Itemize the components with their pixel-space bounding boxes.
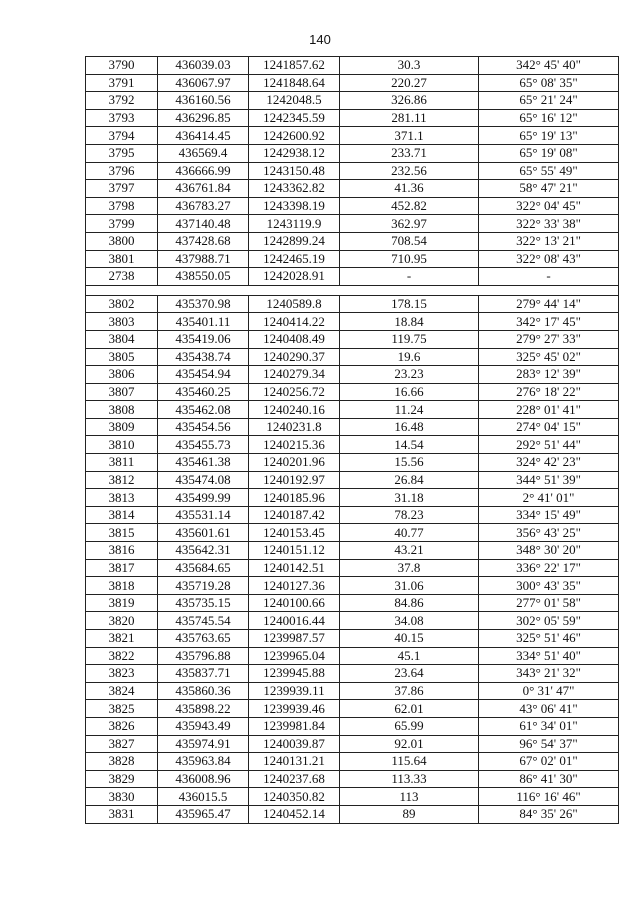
distance-cell: 15.56 <box>340 454 479 472</box>
table-row <box>86 682 619 700</box>
x-coordinate-cell: 435684.65 <box>158 559 249 577</box>
y-coordinate-cell: 1240185.96 <box>249 489 340 507</box>
bearing-cell: 65° 16' 12" <box>479 109 619 127</box>
bearing-cell: 43° 06' 41" <box>479 700 619 718</box>
bearing-cell: 84° 35' 26" <box>479 805 619 823</box>
table-row <box>86 215 619 233</box>
y-coordinate-cell: 1242899.24 <box>249 232 340 250</box>
table-row <box>86 330 619 348</box>
x-coordinate-cell: 435719.28 <box>158 577 249 595</box>
table-row <box>86 92 619 110</box>
x-coordinate-cell: 435461.38 <box>158 454 249 472</box>
x-coordinate-cell: 435601.61 <box>158 524 249 542</box>
bearing-cell: 325° 51' 46" <box>479 630 619 648</box>
table-row <box>86 559 619 577</box>
bearing-cell: 65° 08' 35" <box>479 74 619 92</box>
y-coordinate-cell: 1243150.48 <box>249 162 340 180</box>
bearing-cell: 322° 13' 21" <box>479 232 619 250</box>
bearing-cell: 322° 08' 43" <box>479 250 619 268</box>
distance-cell: 115.64 <box>340 753 479 771</box>
bearing-cell: 86° 41' 30" <box>479 770 619 788</box>
y-coordinate-cell: 1240231.8 <box>249 418 340 436</box>
y-coordinate-cell: 1243119.9 <box>249 215 340 233</box>
point-number-cell: 3817 <box>86 559 158 577</box>
distance-cell: 62.01 <box>340 700 479 718</box>
point-number-cell: 3808 <box>86 401 158 419</box>
coordinates-table <box>85 56 619 824</box>
x-coordinate-cell: 435735.15 <box>158 594 249 612</box>
bearing-cell: 0° 31' 47" <box>479 682 619 700</box>
point-number-cell: 3826 <box>86 717 158 735</box>
distance-cell: 362.97 <box>340 215 479 233</box>
y-coordinate-cell: 1240131.21 <box>249 753 340 771</box>
bearing-cell: 302° 05' 59" <box>479 612 619 630</box>
bearing-cell: 322° 04' 45" <box>479 197 619 215</box>
x-coordinate-cell: 435499.99 <box>158 489 249 507</box>
point-number-cell: 3798 <box>86 197 158 215</box>
y-coordinate-cell: 1240201.96 <box>249 454 340 472</box>
distance-cell: 41.36 <box>340 180 479 198</box>
point-number-cell: 3800 <box>86 232 158 250</box>
distance-cell: 37.8 <box>340 559 479 577</box>
table-row <box>86 401 619 419</box>
point-number-cell: 3797 <box>86 180 158 198</box>
y-coordinate-cell: 1240215.36 <box>249 436 340 454</box>
table-row <box>86 366 619 384</box>
y-coordinate-cell: 1242600.92 <box>249 127 340 145</box>
distance-cell: 78.23 <box>340 506 479 524</box>
bearing-cell: 336° 22' 17" <box>479 559 619 577</box>
y-coordinate-cell: 1240279.34 <box>249 366 340 384</box>
y-coordinate-cell: 1242028.91 <box>249 268 340 286</box>
x-coordinate-cell: 435401.11 <box>158 313 249 331</box>
x-coordinate-cell: 435460.25 <box>158 383 249 401</box>
table-row <box>86 418 619 436</box>
y-coordinate-cell: 1239945.88 <box>249 665 340 683</box>
table-row <box>86 524 619 542</box>
point-number-cell: 3812 <box>86 471 158 489</box>
x-coordinate-cell: 435438.74 <box>158 348 249 366</box>
y-coordinate-cell: 1240240.16 <box>249 401 340 419</box>
bearing-cell: - <box>479 268 619 286</box>
y-coordinate-cell: 1240408.49 <box>249 330 340 348</box>
table-row <box>86 348 619 366</box>
distance-cell: 92.01 <box>340 735 479 753</box>
x-coordinate-cell: 435370.98 <box>158 295 249 313</box>
table-row <box>86 594 619 612</box>
y-coordinate-cell: 1240100.66 <box>249 594 340 612</box>
x-coordinate-cell: 436015.5 <box>158 788 249 806</box>
table-row <box>86 162 619 180</box>
point-number-cell: 3816 <box>86 542 158 560</box>
bearing-cell: 322° 33' 38" <box>479 215 619 233</box>
table-row <box>86 700 619 718</box>
bearing-cell: 348° 30' 20" <box>479 542 619 560</box>
y-coordinate-cell: 1240237.68 <box>249 770 340 788</box>
bearing-cell: 343° 21' 32" <box>479 665 619 683</box>
y-coordinate-cell: 1239939.11 <box>249 682 340 700</box>
bearing-cell: 356° 43' 25" <box>479 524 619 542</box>
distance-cell: 371.1 <box>340 127 479 145</box>
y-coordinate-cell: 1242465.19 <box>249 250 340 268</box>
point-number-cell: 3809 <box>86 418 158 436</box>
point-number-cell: 3805 <box>86 348 158 366</box>
point-number-cell: 3821 <box>86 630 158 648</box>
point-number-cell: 3822 <box>86 647 158 665</box>
x-coordinate-cell: 436569.4 <box>158 144 249 162</box>
bearing-cell: 279° 27' 33" <box>479 330 619 348</box>
y-coordinate-cell: 1240589.8 <box>249 295 340 313</box>
bearing-cell: 2° 41' 01" <box>479 489 619 507</box>
point-number-cell: 3790 <box>86 57 158 75</box>
table-row <box>86 489 619 507</box>
y-coordinate-cell: 1240290.37 <box>249 348 340 366</box>
x-coordinate-cell: 435763.65 <box>158 630 249 648</box>
table-row <box>86 805 619 823</box>
bearing-cell: 325° 45' 02" <box>479 348 619 366</box>
y-coordinate-cell: 1242938.12 <box>249 144 340 162</box>
table-row <box>86 295 619 313</box>
bearing-cell: 65° 21' 24" <box>479 92 619 110</box>
distance-cell: 31.06 <box>340 577 479 595</box>
bearing-cell: 65° 19' 08" <box>479 144 619 162</box>
bearing-cell: 344° 51' 39" <box>479 471 619 489</box>
distance-cell: 89 <box>340 805 479 823</box>
bearing-cell: 334° 51' 40" <box>479 647 619 665</box>
distance-cell: 710.95 <box>340 250 479 268</box>
bearing-cell: 342° 45' 40" <box>479 57 619 75</box>
y-coordinate-cell: 1239981.84 <box>249 717 340 735</box>
point-number-cell: 3804 <box>86 330 158 348</box>
x-coordinate-cell: 436067.97 <box>158 74 249 92</box>
x-coordinate-cell: 436160.56 <box>158 92 249 110</box>
x-coordinate-cell: 435474.08 <box>158 471 249 489</box>
group-separator-cell <box>86 285 619 295</box>
bearing-cell: 96° 54' 37" <box>479 735 619 753</box>
table-row <box>86 383 619 401</box>
table-row <box>86 313 619 331</box>
distance-cell: 233.71 <box>340 144 479 162</box>
distance-cell: 119.75 <box>340 330 479 348</box>
table-row <box>86 180 619 198</box>
y-coordinate-cell: 1239965.04 <box>249 647 340 665</box>
distance-cell: 220.27 <box>340 74 479 92</box>
table-row <box>86 74 619 92</box>
bearing-cell: 274° 04' 15" <box>479 418 619 436</box>
table-row <box>86 647 619 665</box>
table-row <box>86 612 619 630</box>
y-coordinate-cell: 1239987.57 <box>249 630 340 648</box>
y-coordinate-cell: 1240350.82 <box>249 788 340 806</box>
point-number-cell: 3811 <box>86 454 158 472</box>
point-number-cell: 3824 <box>86 682 158 700</box>
point-number-cell: 3831 <box>86 805 158 823</box>
page-number: 140 <box>309 32 331 47</box>
point-number-cell: 3810 <box>86 436 158 454</box>
coordinates-table-body <box>86 57 619 824</box>
distance-cell: 34.08 <box>340 612 479 630</box>
bearing-cell: 61° 34' 01" <box>479 717 619 735</box>
point-number-cell: 3829 <box>86 770 158 788</box>
x-coordinate-cell: 437988.71 <box>158 250 249 268</box>
point-number-cell: 3830 <box>86 788 158 806</box>
y-coordinate-cell: 1240142.51 <box>249 559 340 577</box>
point-number-cell: 3795 <box>86 144 158 162</box>
table-row <box>86 436 619 454</box>
x-coordinate-cell: 436414.45 <box>158 127 249 145</box>
table-row <box>86 127 619 145</box>
x-coordinate-cell: 435974.91 <box>158 735 249 753</box>
point-number-cell: 3806 <box>86 366 158 384</box>
y-coordinate-cell: 1240127.36 <box>249 577 340 595</box>
group-separator-row <box>86 285 619 295</box>
point-number-cell: 3801 <box>86 250 158 268</box>
table-row <box>86 665 619 683</box>
table-row <box>86 506 619 524</box>
point-number-cell: 2738 <box>86 268 158 286</box>
y-coordinate-cell: 1240192.97 <box>249 471 340 489</box>
x-coordinate-cell: 436008.96 <box>158 770 249 788</box>
y-coordinate-cell: 1243398.19 <box>249 197 340 215</box>
distance-cell: 326.86 <box>340 92 479 110</box>
y-coordinate-cell: 1240256.72 <box>249 383 340 401</box>
bearing-cell: 283° 12' 39" <box>479 366 619 384</box>
point-number-cell: 3819 <box>86 594 158 612</box>
table-row <box>86 232 619 250</box>
x-coordinate-cell: 436783.27 <box>158 197 249 215</box>
x-coordinate-cell: 435837.71 <box>158 665 249 683</box>
bearing-cell: 276° 18' 22" <box>479 383 619 401</box>
table-row <box>86 471 619 489</box>
table-row <box>86 630 619 648</box>
distance-cell: 23.23 <box>340 366 479 384</box>
y-coordinate-cell: 1240153.45 <box>249 524 340 542</box>
y-coordinate-cell: 1240414.22 <box>249 313 340 331</box>
x-coordinate-cell: 435531.14 <box>158 506 249 524</box>
distance-cell: 23.64 <box>340 665 479 683</box>
point-number-cell: 3807 <box>86 383 158 401</box>
table-row <box>86 735 619 753</box>
bearing-cell: 58° 47' 21" <box>479 180 619 198</box>
distance-cell: 281.11 <box>340 109 479 127</box>
x-coordinate-cell: 435462.08 <box>158 401 249 419</box>
x-coordinate-cell: 436039.03 <box>158 57 249 75</box>
distance-cell: 11.24 <box>340 401 479 419</box>
x-coordinate-cell: 437140.48 <box>158 215 249 233</box>
distance-cell: 26.84 <box>340 471 479 489</box>
distance-cell: 18.84 <box>340 313 479 331</box>
x-coordinate-cell: 436296.85 <box>158 109 249 127</box>
point-number-cell: 3802 <box>86 295 158 313</box>
table-row <box>86 788 619 806</box>
distance-cell: 14.54 <box>340 436 479 454</box>
x-coordinate-cell: 438550.05 <box>158 268 249 286</box>
x-coordinate-cell: 435454.94 <box>158 366 249 384</box>
y-coordinate-cell: 1240016.44 <box>249 612 340 630</box>
distance-cell: 40.77 <box>340 524 479 542</box>
x-coordinate-cell: 435860.36 <box>158 682 249 700</box>
bearing-cell: 67° 02' 01" <box>479 753 619 771</box>
distance-cell: 37.86 <box>340 682 479 700</box>
y-coordinate-cell: 1239939.46 <box>249 700 340 718</box>
distance-cell: 232.56 <box>340 162 479 180</box>
distance-cell: 452.82 <box>340 197 479 215</box>
table-row <box>86 717 619 735</box>
x-coordinate-cell: 437428.68 <box>158 232 249 250</box>
x-coordinate-cell: 435642.31 <box>158 542 249 560</box>
y-coordinate-cell: 1241857.62 <box>249 57 340 75</box>
distance-cell: 113.33 <box>340 770 479 788</box>
x-coordinate-cell: 435943.49 <box>158 717 249 735</box>
x-coordinate-cell: 436666.99 <box>158 162 249 180</box>
x-coordinate-cell: 435419.06 <box>158 330 249 348</box>
table-row <box>86 144 619 162</box>
bearing-cell: 228° 01' 41" <box>479 401 619 419</box>
point-number-cell: 3793 <box>86 109 158 127</box>
table-row <box>86 753 619 771</box>
point-number-cell: 3820 <box>86 612 158 630</box>
point-number-cell: 3825 <box>86 700 158 718</box>
bearing-cell: 279° 44' 14" <box>479 295 619 313</box>
point-number-cell: 3827 <box>86 735 158 753</box>
point-number-cell: 3796 <box>86 162 158 180</box>
point-number-cell: 3818 <box>86 577 158 595</box>
y-coordinate-cell: 1240151.12 <box>249 542 340 560</box>
point-number-cell: 3794 <box>86 127 158 145</box>
table-row <box>86 542 619 560</box>
distance-cell: 19.6 <box>340 348 479 366</box>
distance-cell: 43.21 <box>340 542 479 560</box>
distance-cell: 178.15 <box>340 295 479 313</box>
x-coordinate-cell: 435745.54 <box>158 612 249 630</box>
bearing-cell: 342° 17' 45" <box>479 313 619 331</box>
distance-cell: 16.66 <box>340 383 479 401</box>
point-number-cell: 3813 <box>86 489 158 507</box>
table-row <box>86 197 619 215</box>
y-coordinate-cell: 1240452.14 <box>249 805 340 823</box>
distance-cell: 65.99 <box>340 717 479 735</box>
x-coordinate-cell: 435455.73 <box>158 436 249 454</box>
y-coordinate-cell: 1240187.42 <box>249 506 340 524</box>
y-coordinate-cell: 1242345.59 <box>249 109 340 127</box>
table-row <box>86 268 619 286</box>
bearing-cell: 334° 15' 49" <box>479 506 619 524</box>
table-row <box>86 109 619 127</box>
x-coordinate-cell: 436761.84 <box>158 180 249 198</box>
table-row <box>86 770 619 788</box>
table-row <box>86 454 619 472</box>
distance-cell: 708.54 <box>340 232 479 250</box>
x-coordinate-cell: 435898.22 <box>158 700 249 718</box>
bearing-cell: 300° 43' 35" <box>479 577 619 595</box>
x-coordinate-cell: 435965.47 <box>158 805 249 823</box>
distance-cell: 16.48 <box>340 418 479 436</box>
bearing-cell: 277° 01' 58" <box>479 594 619 612</box>
y-coordinate-cell: 1242048.5 <box>249 92 340 110</box>
x-coordinate-cell: 435963.84 <box>158 753 249 771</box>
table-row <box>86 57 619 75</box>
x-coordinate-cell: 435796.88 <box>158 647 249 665</box>
distance-cell: 84.86 <box>340 594 479 612</box>
point-number-cell: 3814 <box>86 506 158 524</box>
distance-cell: 31.18 <box>340 489 479 507</box>
y-coordinate-cell: 1243362.82 <box>249 180 340 198</box>
y-coordinate-cell: 1240039.87 <box>249 735 340 753</box>
point-number-cell: 3815 <box>86 524 158 542</box>
bearing-cell: 65° 55' 49" <box>479 162 619 180</box>
bearing-cell: 65° 19' 13" <box>479 127 619 145</box>
distance-cell: 113 <box>340 788 479 806</box>
distance-cell: - <box>340 268 479 286</box>
table-row <box>86 577 619 595</box>
bearing-cell: 292° 51' 44" <box>479 436 619 454</box>
point-number-cell: 3823 <box>86 665 158 683</box>
bearing-cell: 116° 16' 46" <box>479 788 619 806</box>
table-row <box>86 250 619 268</box>
point-number-cell: 3803 <box>86 313 158 331</box>
point-number-cell: 3791 <box>86 74 158 92</box>
distance-cell: 40.15 <box>340 630 479 648</box>
point-number-cell: 3792 <box>86 92 158 110</box>
point-number-cell: 3799 <box>86 215 158 233</box>
distance-cell: 45.1 <box>340 647 479 665</box>
distance-cell: 30.3 <box>340 57 479 75</box>
point-number-cell: 3828 <box>86 753 158 771</box>
y-coordinate-cell: 1241848.64 <box>249 74 340 92</box>
bearing-cell: 324° 42' 23" <box>479 454 619 472</box>
x-coordinate-cell: 435454.56 <box>158 418 249 436</box>
